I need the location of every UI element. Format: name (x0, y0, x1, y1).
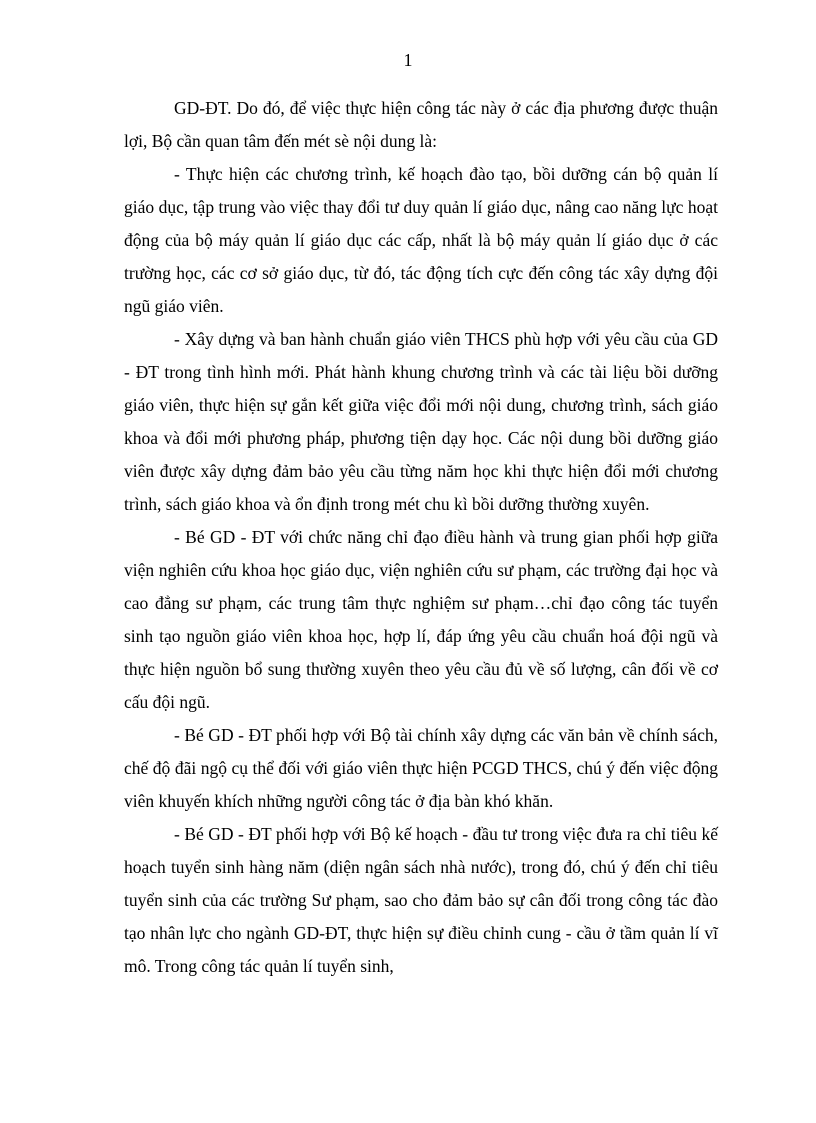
paragraph-management-training: - Thực hiện các chương trình, kế hoạch đào tạo, bồi dưỡng cán bộ quản lí giáo dục, tập trung vào việc thay đổi tư duy quản lí giáo dục, nâng cao năng lực hoạt động của bộ máy quản lí giáo dục các cấp, nhất là bộ máy quản lí giáo dục ở các trường học, các cơ sở giáo dục, từ đó, tác động tích cực đến công tác xây dựng đội ngũ giáo viên. (124, 164, 718, 316)
paragraph-teacher-standards: - Xây dựng và ban hành chuẩn giáo viên THCS phù hợp với yêu cầu của GD - ĐT trong tình hình mới. Phát hành khung chương trình và các tài liệu bồi dưỡng giáo viên, thực hiện sự gắn kết giữa việc đổi mới nội dung, chương trình, sách giáo khoa và đổi mới phương pháp, phương tiện dạy học. Các nội dung bồi dưỡng giáo viên được xây dựng đảm bảo yêu cầu từng năm học khi thực hiện đổi mới chương trình, sách giáo khoa và ổn định trong mét chu kì bồi dưỡng thường xuyên. (124, 329, 718, 514)
paragraph-intro: GD-ĐT. Do đó, để việc thực hiện công tác này ở các địa phương được thuận lợi, Bộ cần quan tâm đến mét sè nội dung là: (124, 98, 718, 151)
paragraph-finance-policy: - Bé GD - ĐT phối hợp với Bộ tài chính xây dựng các văn bản về chính sách, chế độ đãi ngộ cụ thể đối với giáo viên thực hiện PCGD THCS, chú ý đến việc động viên khuyến khích những người công tác ở địa bàn khó khăn. (124, 725, 718, 811)
paragraph-ministry-coordination: - Bé GD - ĐT với chức năng chỉ đạo điều hành và trung gian phối hợp giữa viện nghiên cứu khoa học giáo dục, viện nghiên cứu sư phạm, các trường đại học và cao đẳng sư phạm, các trung tâm thực nghiệm sư phạm…chỉ đạo công tác tuyển sinh tạo nguồn giáo viên khoa học, hợp lí, đáp ứng yêu cầu chuẩn hoá đội ngũ và thực hiện nguồn bổ sung thường xuyên theo yêu cầu đủ về số lượng, cân đối về cơ cấu đội ngũ. (124, 527, 718, 712)
paragraph-planning-enrollment: - Bé GD - ĐT phối hợp với Bộ kế hoạch - đầu tư trong việc đưa ra chỉ tiêu kế hoạch tuyển sinh hàng năm (diện ngân sách nhà nước), trong đó, chú ý đến chỉ tiêu tuyển sinh của các trường Sư phạm, sao cho đảm bảo sự cân đối trong công tác đào tạo nhân lực cho ngành GD-ĐT, thực hiện sự điều chỉnh cung - cầu ở tầm quản lí vĩ mô. Trong công tác quản lí tuyển sinh, (124, 824, 718, 976)
document-body (124, 92, 718, 983)
page-number: 1 (403, 50, 413, 70)
